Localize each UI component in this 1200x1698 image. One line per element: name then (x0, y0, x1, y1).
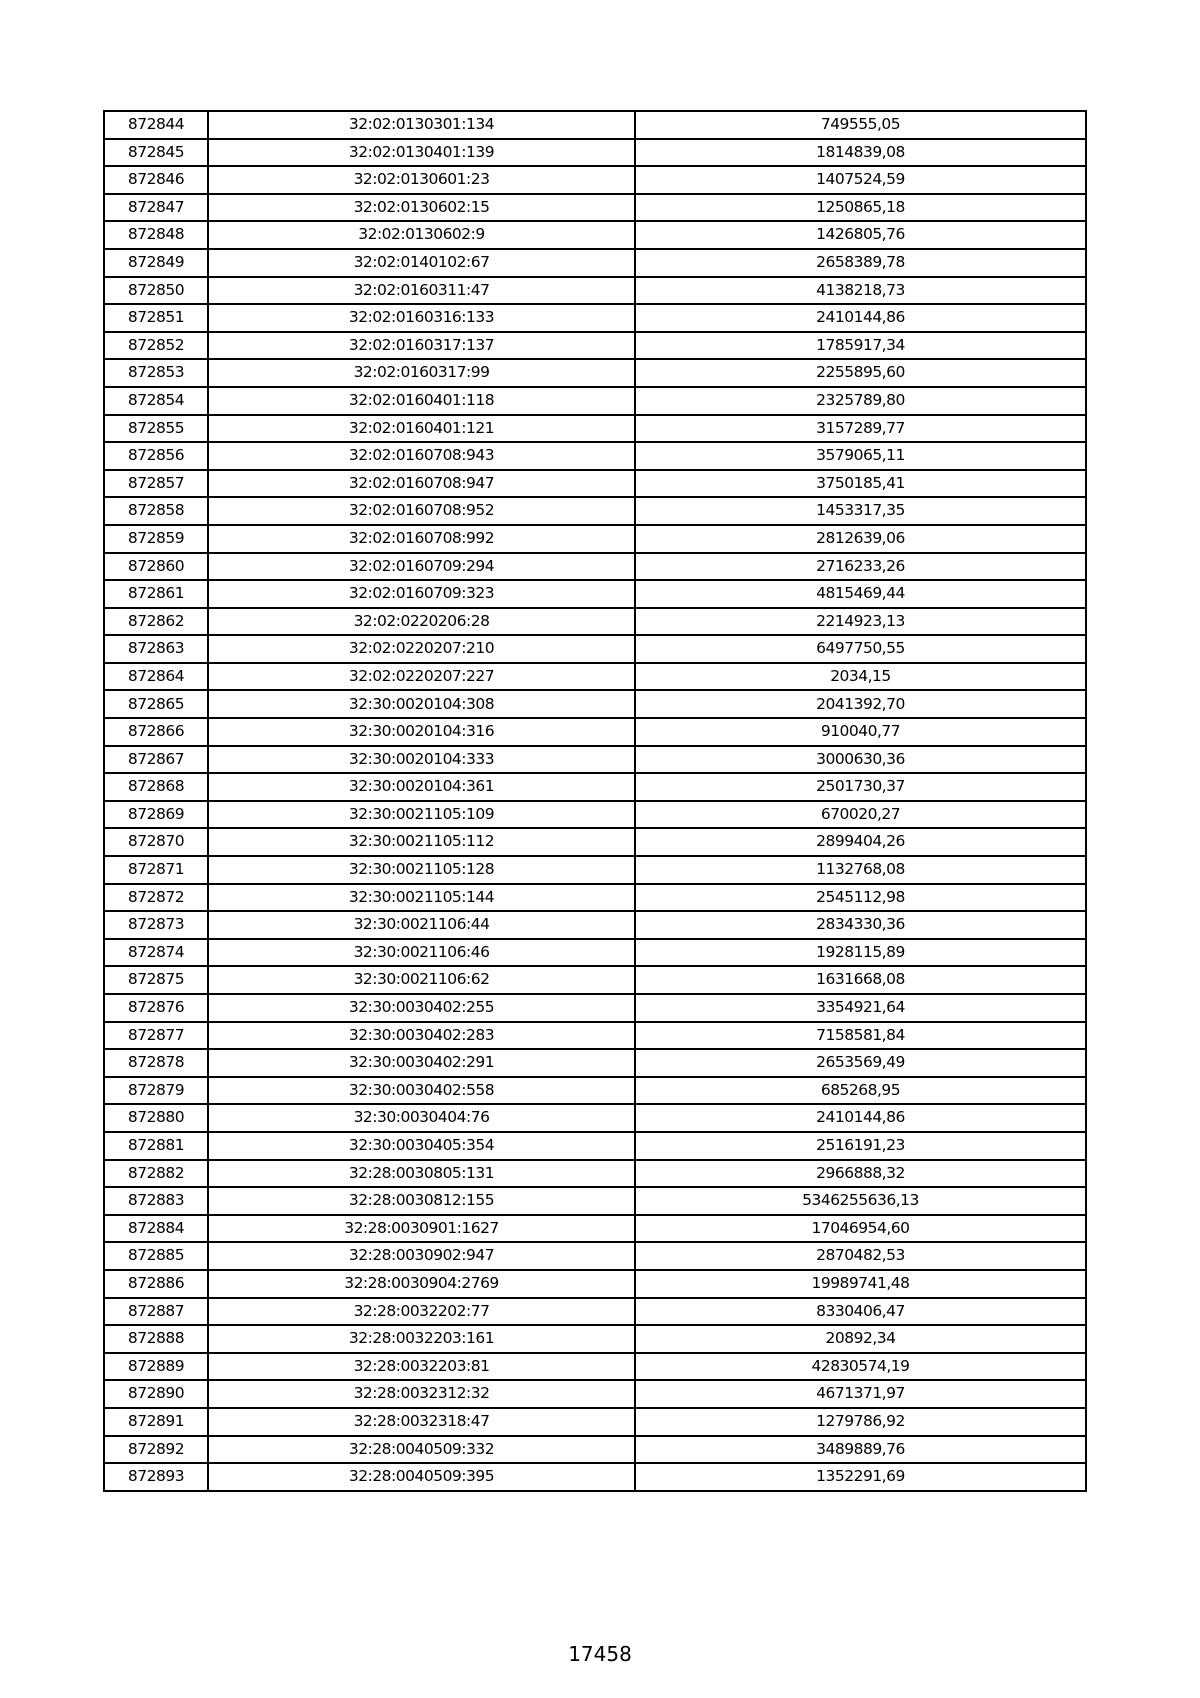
table-row (104, 166, 1086, 194)
cadastral-value-cell: 670020,27 (635, 801, 1086, 829)
row-number-cell: 872845 (104, 139, 208, 167)
table-row (104, 1298, 1086, 1326)
cadastral-number-cell: 32:28:0030904:2769 (208, 1270, 635, 1298)
cadastral-number-cell: 32:02:0160709:323 (208, 580, 635, 608)
table-row (104, 939, 1086, 967)
cadastral-number-cell: 32:30:0020104:308 (208, 690, 635, 718)
cadastral-value-cell: 910040,77 (635, 718, 1086, 746)
cadastral-number-cell: 32:02:0160311:47 (208, 277, 635, 305)
cadastral-value-cell: 4138218,73 (635, 277, 1086, 305)
table-row (104, 746, 1086, 774)
cadastral-number-cell: 32:30:0021106:46 (208, 939, 635, 967)
row-number-cell: 872873 (104, 911, 208, 939)
table-row (104, 663, 1086, 691)
row-number-cell: 872884 (104, 1215, 208, 1243)
table-body (104, 111, 1086, 1491)
table-row (104, 1049, 1086, 1077)
cadastral-value-cell: 42830574,19 (635, 1353, 1086, 1381)
table-row (104, 1160, 1086, 1188)
cadastral-number-cell: 32:28:0032202:77 (208, 1298, 635, 1326)
cadastral-value-cell: 2716233,26 (635, 553, 1086, 581)
table-row (104, 1132, 1086, 1160)
table-row (104, 1187, 1086, 1215)
row-number-cell: 872864 (104, 663, 208, 691)
cadastral-value-cell: 685268,95 (635, 1077, 1086, 1105)
cadastral-number-cell: 32:02:0130602:15 (208, 194, 635, 222)
cadastral-number-cell: 32:28:0032318:47 (208, 1408, 635, 1436)
page-number: 17458 (568, 1642, 632, 1666)
cadastral-number-cell: 32:02:0160401:121 (208, 415, 635, 443)
cadastral-number-cell: 32:02:0220206:28 (208, 608, 635, 636)
row-number-cell: 872865 (104, 690, 208, 718)
cadastral-number-cell: 32:30:0021105:109 (208, 801, 635, 829)
table-row (104, 304, 1086, 332)
cadastral-number-cell: 32:30:0021106:44 (208, 911, 635, 939)
row-number-cell: 872870 (104, 828, 208, 856)
cadastral-number-cell: 32:02:0160708:947 (208, 470, 635, 498)
row-number-cell: 872846 (104, 166, 208, 194)
row-number-cell: 872847 (104, 194, 208, 222)
cadastral-number-cell: 32:30:0030405:354 (208, 1132, 635, 1160)
table-row (104, 1380, 1086, 1408)
row-number-cell: 872877 (104, 1022, 208, 1050)
table-row (104, 773, 1086, 801)
row-number-cell: 872885 (104, 1242, 208, 1270)
row-number-cell: 872889 (104, 1353, 208, 1381)
row-number-cell: 872893 (104, 1463, 208, 1491)
row-number-cell: 872878 (104, 1049, 208, 1077)
cadastral-value-cell: 1132768,08 (635, 856, 1086, 884)
row-number-cell: 872879 (104, 1077, 208, 1105)
table-row (104, 1242, 1086, 1270)
table-row (104, 801, 1086, 829)
table-row (104, 994, 1086, 1022)
cadastral-value-cell: 2410144,86 (635, 1104, 1086, 1132)
cadastral-value-cell: 1250865,18 (635, 194, 1086, 222)
cadastral-value-cell: 749555,05 (635, 111, 1086, 139)
table-row (104, 1436, 1086, 1464)
cadastral-value-cell: 2653569,49 (635, 1049, 1086, 1077)
cadastral-value-cell: 2041392,70 (635, 690, 1086, 718)
cadastral-number-cell: 32:02:0160708:952 (208, 497, 635, 525)
row-number-cell: 872887 (104, 1298, 208, 1326)
row-number-cell: 872849 (104, 249, 208, 277)
table-row (104, 690, 1086, 718)
cadastral-number-cell: 32:30:0030402:283 (208, 1022, 635, 1050)
row-number-cell: 872851 (104, 304, 208, 332)
row-number-cell: 872890 (104, 1380, 208, 1408)
cadastral-number-cell: 32:02:0160401:118 (208, 387, 635, 415)
cadastral-value-cell: 3579065,11 (635, 442, 1086, 470)
table-row (104, 249, 1086, 277)
cadastral-number-cell: 32:02:0130401:139 (208, 139, 635, 167)
row-number-cell: 872850 (104, 277, 208, 305)
cadastral-value-cell: 2966888,32 (635, 1160, 1086, 1188)
table-row (104, 497, 1086, 525)
row-number-cell: 872861 (104, 580, 208, 608)
row-number-cell: 872857 (104, 470, 208, 498)
cadastral-number-cell: 32:28:0032203:161 (208, 1325, 635, 1353)
row-number-cell: 872856 (104, 442, 208, 470)
cadastral-value-cell: 1928115,89 (635, 939, 1086, 967)
cadastral-value-cell: 17046954,60 (635, 1215, 1086, 1243)
cadastral-number-cell: 32:30:0030402:291 (208, 1049, 635, 1077)
row-number-cell: 872866 (104, 718, 208, 746)
cadastral-value-cell: 1631668,08 (635, 966, 1086, 994)
table-row (104, 359, 1086, 387)
table-row (104, 718, 1086, 746)
cadastral-value-cell: 5346255636,13 (635, 1187, 1086, 1215)
cadastral-number-cell: 32:28:0030805:131 (208, 1160, 635, 1188)
cadastral-value-cell: 2410144,86 (635, 304, 1086, 332)
cadastral-number-cell: 32:28:0030901:1627 (208, 1215, 635, 1243)
row-number-cell: 872859 (104, 525, 208, 553)
cadastral-value-cell: 2812639,06 (635, 525, 1086, 553)
row-number-cell: 872880 (104, 1104, 208, 1132)
table-row (104, 332, 1086, 360)
table-row (104, 1463, 1086, 1491)
cadastral-number-cell: 32:30:0030402:255 (208, 994, 635, 1022)
cadastral-number-cell: 32:28:0040509:332 (208, 1436, 635, 1464)
table-row (104, 194, 1086, 222)
cadastral-value-cell: 4671371,97 (635, 1380, 1086, 1408)
table-row (104, 580, 1086, 608)
row-number-cell: 872863 (104, 635, 208, 663)
cadastral-number-cell: 32:02:0160708:992 (208, 525, 635, 553)
cadastral-number-cell: 32:30:0021105:128 (208, 856, 635, 884)
cadastral-value-cell: 1352291,69 (635, 1463, 1086, 1491)
cadastral-value-cell: 1785917,34 (635, 332, 1086, 360)
cadastral-value-cell: 2545112,98 (635, 884, 1086, 912)
table-row (104, 856, 1086, 884)
cadastral-value-cell: 2214923,13 (635, 608, 1086, 636)
row-number-cell: 872854 (104, 387, 208, 415)
row-number-cell: 872852 (104, 332, 208, 360)
table-row (104, 525, 1086, 553)
cadastral-number-cell: 32:30:0020104:316 (208, 718, 635, 746)
cadastral-value-cell: 4815469,44 (635, 580, 1086, 608)
cadastral-value-cell: 7158581,84 (635, 1022, 1086, 1050)
cadastral-value-cell: 20892,34 (635, 1325, 1086, 1353)
row-number-cell: 872892 (104, 1436, 208, 1464)
cadastral-value-cell: 3157289,77 (635, 415, 1086, 443)
cadastral-number-cell: 32:02:0160708:943 (208, 442, 635, 470)
cadastral-number-cell: 32:30:0021106:62 (208, 966, 635, 994)
cadastral-number-cell: 32:30:0020104:333 (208, 746, 635, 774)
row-number-cell: 872881 (104, 1132, 208, 1160)
table-row (104, 1270, 1086, 1298)
cadastral-number-cell: 32:30:0020104:361 (208, 773, 635, 801)
cadastral-value-cell: 3354921,64 (635, 994, 1086, 1022)
table-row (104, 139, 1086, 167)
row-number-cell: 872883 (104, 1187, 208, 1215)
cadastral-number-cell: 32:02:0160709:294 (208, 553, 635, 581)
cadastral-number-cell: 32:02:0220207:210 (208, 635, 635, 663)
cadastral-value-cell: 6497750,55 (635, 635, 1086, 663)
table-row (104, 608, 1086, 636)
cadastral-value-cell: 2501730,37 (635, 773, 1086, 801)
row-number-cell: 872891 (104, 1408, 208, 1436)
row-number-cell: 872848 (104, 221, 208, 249)
row-number-cell: 872855 (104, 415, 208, 443)
cadastral-value-cell: 2516191,23 (635, 1132, 1086, 1160)
cadastral-number-cell: 32:30:0021105:112 (208, 828, 635, 856)
table-row (104, 966, 1086, 994)
cadastral-number-cell: 32:30:0030402:558 (208, 1077, 635, 1105)
row-number-cell: 872871 (104, 856, 208, 884)
cadastral-number-cell: 32:30:0030404:76 (208, 1104, 635, 1132)
table-row (104, 387, 1086, 415)
cadastral-number-cell: 32:02:0160316:133 (208, 304, 635, 332)
row-number-cell: 872888 (104, 1325, 208, 1353)
row-number-cell: 872868 (104, 773, 208, 801)
cadastral-number-cell: 32:02:0220207:227 (208, 663, 635, 691)
cadastral-number-cell: 32:28:0030902:947 (208, 1242, 635, 1270)
table-row (104, 415, 1086, 443)
table-row (104, 911, 1086, 939)
cadastral-value-cell: 2834330,36 (635, 911, 1086, 939)
row-number-cell: 872844 (104, 111, 208, 139)
table-row (104, 470, 1086, 498)
table-row (104, 1353, 1086, 1381)
cadastral-value-cell: 2255895,60 (635, 359, 1086, 387)
cadastral-value-cell: 2899404,26 (635, 828, 1086, 856)
row-number-cell: 872875 (104, 966, 208, 994)
table-row (104, 828, 1086, 856)
table-row (104, 1325, 1086, 1353)
row-number-cell: 872876 (104, 994, 208, 1022)
table-row (104, 635, 1086, 663)
cadastral-value-cell: 3489889,76 (635, 1436, 1086, 1464)
table-row (104, 1077, 1086, 1105)
cadastral-value-cell: 1279786,92 (635, 1408, 1086, 1436)
cadastral-number-cell: 32:28:0040509:395 (208, 1463, 635, 1491)
row-number-cell: 872869 (104, 801, 208, 829)
table-row (104, 1408, 1086, 1436)
cadastral-value-cell: 2034,15 (635, 663, 1086, 691)
cadastral-number-cell: 32:02:0130301:134 (208, 111, 635, 139)
cadastral-number-cell: 32:30:0021105:144 (208, 884, 635, 912)
cadastral-value-cell: 1407524,59 (635, 166, 1086, 194)
cadastral-value-table (103, 110, 1087, 1492)
row-number-cell: 872886 (104, 1270, 208, 1298)
cadastral-number-cell: 32:02:0130601:23 (208, 166, 635, 194)
table-row (104, 553, 1086, 581)
cadastral-value-cell: 19989741,48 (635, 1270, 1086, 1298)
row-number-cell: 872872 (104, 884, 208, 912)
row-number-cell: 872867 (104, 746, 208, 774)
cadastral-value-cell: 2658389,78 (635, 249, 1086, 277)
cadastral-number-cell: 32:28:0030812:155 (208, 1187, 635, 1215)
table-row (104, 277, 1086, 305)
cadastral-number-cell: 32:28:0032203:81 (208, 1353, 635, 1381)
table-row (104, 884, 1086, 912)
row-number-cell: 872882 (104, 1160, 208, 1188)
table-row (104, 221, 1086, 249)
cadastral-number-cell: 32:02:0140102:67 (208, 249, 635, 277)
cadastral-number-cell: 32:02:0160317:137 (208, 332, 635, 360)
cadastral-value-cell: 1453317,35 (635, 497, 1086, 525)
cadastral-value-cell: 2870482,53 (635, 1242, 1086, 1270)
row-number-cell: 872858 (104, 497, 208, 525)
table-row (104, 111, 1086, 139)
cadastral-number-cell: 32:02:0160317:99 (208, 359, 635, 387)
cadastral-value-cell: 1814839,08 (635, 139, 1086, 167)
cadastral-value-cell: 3750185,41 (635, 470, 1086, 498)
table-row (104, 1215, 1086, 1243)
cadastral-value-cell: 8330406,47 (635, 1298, 1086, 1326)
row-number-cell: 872853 (104, 359, 208, 387)
cadastral-value-cell: 2325789,80 (635, 387, 1086, 415)
cadastral-number-cell: 32:28:0032312:32 (208, 1380, 635, 1408)
table-row (104, 1104, 1086, 1132)
table-row (104, 1022, 1086, 1050)
table-row (104, 442, 1086, 470)
cadastral-number-cell: 32:02:0130602:9 (208, 221, 635, 249)
cadastral-value-cell: 3000630,36 (635, 746, 1086, 774)
row-number-cell: 872874 (104, 939, 208, 967)
row-number-cell: 872860 (104, 553, 208, 581)
cadastral-value-cell: 1426805,76 (635, 221, 1086, 249)
row-number-cell: 872862 (104, 608, 208, 636)
